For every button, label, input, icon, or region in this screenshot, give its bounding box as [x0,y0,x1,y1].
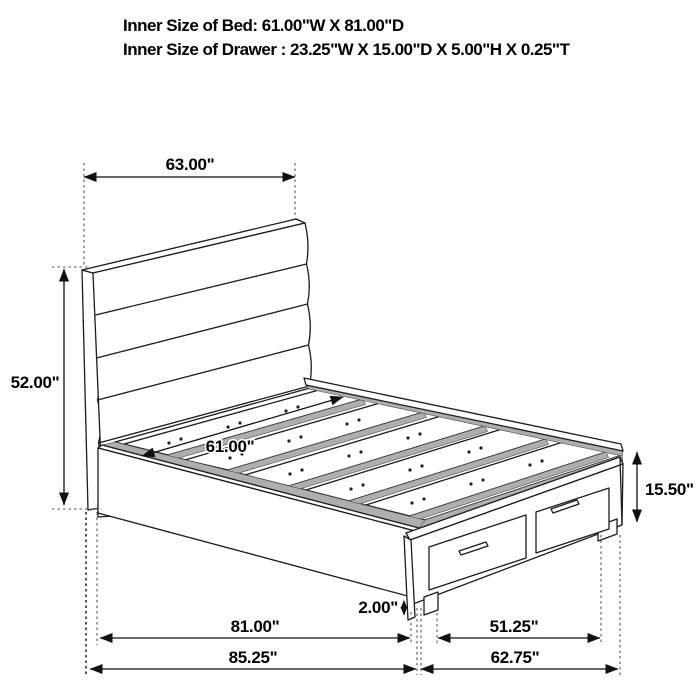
dimension-overall-length [90,648,416,669]
dimension-inner-depth [100,617,410,638]
dim-label-inner-depth: 81.00" [230,617,280,636]
title-inner-size-of-bed: Inner Size of Bed: 61.00"W X 81.00"D [123,16,404,35]
dim-label-inner-width: 61.00" [205,437,255,456]
title-inner-size-of-drawer: Inner Size of Drawer : 23.25"W X 15.00"D X 5.00"H X 0.25"T [123,40,570,59]
dimension-footboard-inner-span [438,617,600,638]
dimension-footboard-height [637,452,694,522]
dim-label-headboard-height: 52.00" [10,373,60,392]
dim-label-floor-clearance: 2.00" [358,598,398,617]
dim-label-overall-length: 85.25" [228,648,278,667]
dimension-footboard-width [421,648,618,669]
dim-label-footboard-width: 62.75" [490,648,540,667]
dim-label-headboard-width: 63.00" [165,155,215,174]
dim-label-footboard-inner-span: 51.25" [489,617,539,636]
dimension-floor-clearance [358,598,404,617]
dim-label-footboard-height: 15.50" [645,480,694,499]
